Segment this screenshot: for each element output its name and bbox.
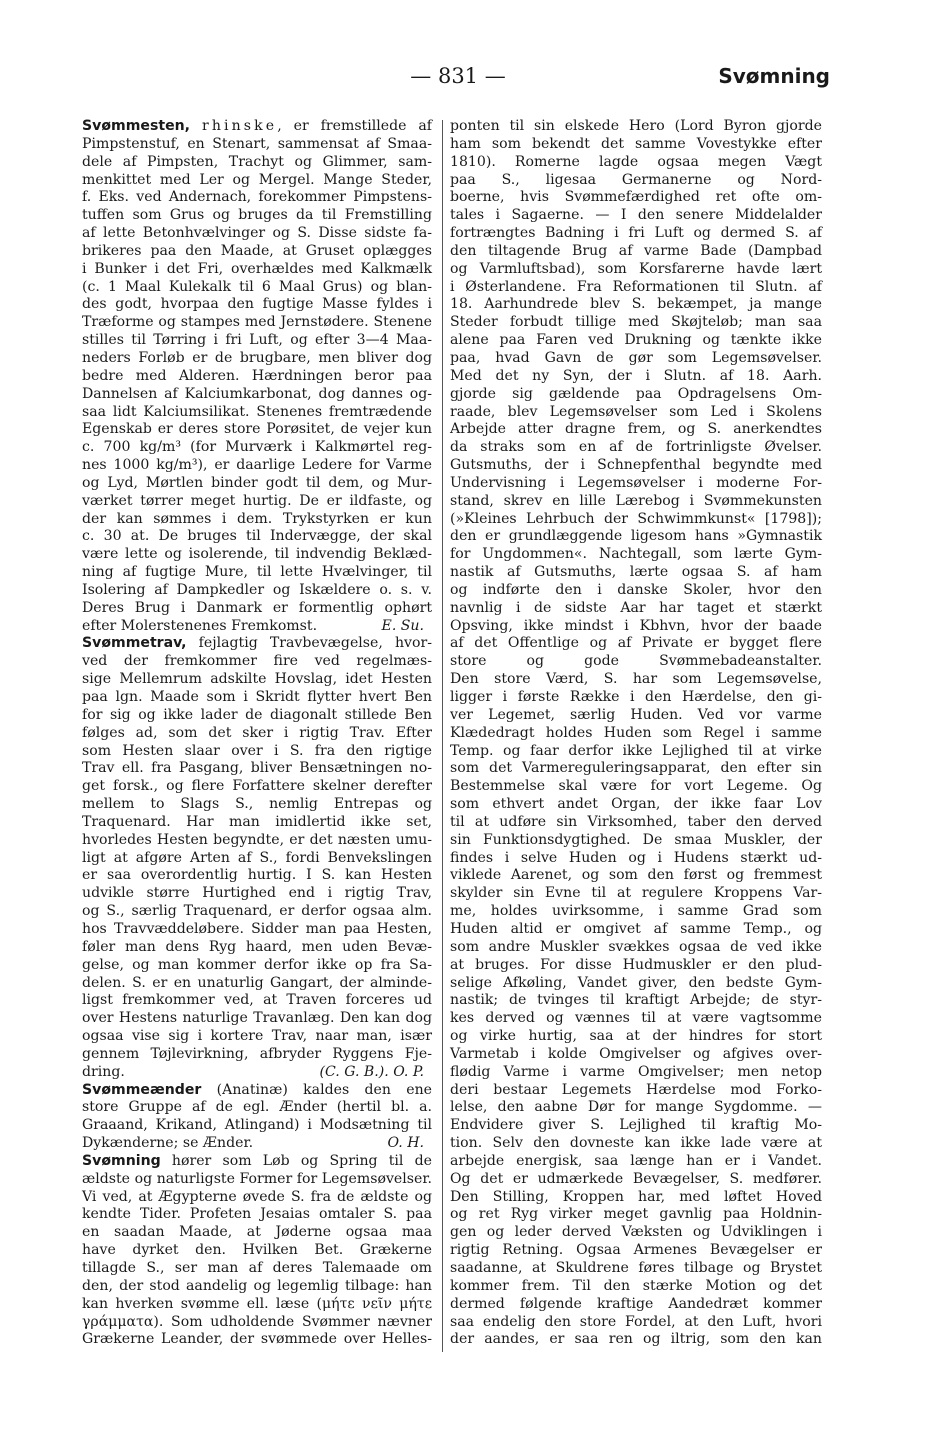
text-line: over Hestens naturlige Travanlæg. Den kan dog bbox=[82, 1010, 432, 1027]
text-line: fortrængtes Badning i fri Luft og dermed S. af bbox=[450, 225, 822, 242]
text-line: ponten til sin elskede Hero (Lord Byron gjorde bbox=[450, 118, 822, 134]
text-line: lelse, den aabne Dør for mange Sygdomme. — bbox=[450, 1099, 822, 1116]
text-line: c. 30 at. De bruges til Indervægge, der skal bbox=[82, 528, 432, 545]
text-line: rigtig Retning. Ogsaa Armenes Bevægelser er bbox=[450, 1242, 822, 1259]
text-line: viklede Aarenet, og som den først og fremmest bbox=[450, 867, 822, 884]
text-line: arbejde energisk, saa længe han er i Vandet. bbox=[450, 1152, 822, 1169]
left-column bbox=[82, 118, 432, 1349]
text-line: hos Travvæddeløbere. Sidder man paa Hesten, bbox=[82, 920, 432, 937]
author-signature: E. Su. bbox=[381, 617, 424, 634]
text-line: og indførte den i danske Skoler, hvor den bbox=[450, 581, 822, 598]
text-line: brikeres paa den Maade, at Gruset oplægges bbox=[82, 242, 432, 259]
text-line: den tiltagende Brug af varme Bade (Dampbad bbox=[450, 242, 822, 259]
text-line: Huden altid er omgivet af samme Temp., og bbox=[450, 920, 822, 937]
text-line: som ethvert andet Organ, der ikke faar Lov bbox=[450, 796, 822, 813]
text-line: den, der stod aandelig og legemlig tilbage: han bbox=[82, 1277, 432, 1294]
text-line: være lette og isolerende, til indvendig Beklæd- bbox=[82, 546, 432, 563]
running-title: Svømning bbox=[718, 64, 830, 88]
text-line: for Ungdommen«. Nachtegall, som lærte Gym- bbox=[450, 546, 822, 563]
text-line: nes 1000 kg/m³), er daarlige Ledere for Varme bbox=[82, 457, 432, 474]
entry-heading-line bbox=[82, 635, 432, 653]
text-line: er saa overordentlig hurtig. I S. kan Hesten bbox=[82, 867, 432, 884]
text-line: stilles til Tørring i fri Luft, og efter 3—4 Maa- bbox=[82, 332, 432, 349]
text-line: føler man dens Ryg haard, men uden Bevæ- bbox=[82, 938, 432, 955]
text-line: Dannelsen af Kalciumkarbonat, dog dannes og- bbox=[82, 385, 432, 402]
text-line: som det Varmereguleringsapparat, den efter sin bbox=[450, 760, 822, 777]
text-line: som Hesten slaar over i S. fra den rigtige bbox=[82, 742, 432, 759]
text-line: som andre Muskler svækkes ogsaa de ved ikke bbox=[450, 938, 822, 955]
text-line: boerne, hvis Svømmefærdighed ret ofte om- bbox=[450, 189, 822, 206]
text-line: stand, skrev en lille Lærebog i Svømmekunsten bbox=[450, 492, 822, 509]
text-line: tales i Sagaerne. — I den senere Middelalder bbox=[450, 207, 822, 224]
text-line: ogsaa vise sig i kortere Trav, naar man, især bbox=[82, 1028, 432, 1045]
text-line: udvikle større Hurtighed end i rigtig Trav, bbox=[82, 885, 432, 902]
text-line: ældste og naturligste Former for Legemsøvelser. bbox=[82, 1170, 432, 1187]
text-line: 18. Aarhundrede blev S. bekæmpet, ja mange bbox=[450, 296, 822, 313]
text-line: raade, blev Legemsøvelser som Led i Skolens bbox=[450, 403, 822, 420]
text-line: og ret Ryg virker meget gavnlig paa Holdnin- bbox=[450, 1206, 822, 1223]
text-line: Graaand, Krikand, Atlingand) i Modsætning til bbox=[82, 1117, 432, 1134]
text-line: og Varmluftsbad), som Korsfarerne havde lært bbox=[450, 260, 822, 277]
text-line: følges ad, som det sker i rigtig Trav. Efter bbox=[82, 724, 432, 741]
text-line: 1810). Romerne lagde ogsaa megen Vægt bbox=[450, 153, 822, 170]
text-line: Trav ell. fra Pasgang, bliver Bensætningen no- bbox=[82, 760, 432, 777]
text-line: Arbejde atter dragne frem, og S. anerkendtes bbox=[450, 421, 822, 438]
text-line: i Bunker i det Fri, overhældes med Kalkmælk bbox=[82, 260, 432, 277]
right-column bbox=[450, 118, 822, 1349]
text-line: saa endelig den store Fordel, at den Luft, hvori bbox=[450, 1313, 822, 1330]
text-line: have dyrket den. Hvilken Bet. Grækerne bbox=[82, 1242, 432, 1259]
text-line: af det Offentlige og af Private er bygget flere bbox=[450, 635, 822, 652]
signature-line bbox=[82, 1064, 432, 1082]
text-line: hvorledes Hesten begyndte, er det næsten umu- bbox=[82, 831, 432, 848]
text-line: tuffen som Grus og bruges da til Fremstilling bbox=[82, 207, 432, 224]
text-line: Temp. og faar derfor ikke Lejlighed til at virke bbox=[450, 742, 822, 759]
text-line: og Lyd, Mørtlen binder godt til dem, og Mur- bbox=[82, 474, 432, 491]
text-line: ligger i første Række i den Hærdelse, den gi- bbox=[450, 689, 822, 705]
text-line: nastik af Gutsmuths, lærte ogsaa S. af ham bbox=[450, 564, 822, 581]
text-line: Endvidere giver S. Lejlighed til kraftig Mo- bbox=[450, 1117, 822, 1134]
entry-text: (Anatinæ) kaldes den ene bbox=[201, 1081, 432, 1098]
entry-text: Dykænderne; se Ænder. bbox=[82, 1135, 254, 1152]
text-line: kommer frem. Til den stærke Motion og det bbox=[450, 1277, 822, 1294]
entry-text: dring. bbox=[82, 1063, 125, 1080]
text-line: f. Eks. ved Andernach, forekommer Pimpstens- bbox=[82, 189, 432, 206]
text-line: Steder forbudt tillige med Skøjteløb; man saa bbox=[450, 314, 822, 331]
text-line: (c. 1 Maal Kulekalk til 6 Maal Grus) og blan- bbox=[82, 278, 432, 295]
text-line: paa lgn. Maade som i Skridt flytter hvert Ben bbox=[82, 689, 432, 705]
text-line: kendte Tider. Profeten Jesaias omtaler S. paa bbox=[82, 1206, 432, 1223]
text-line: tion. Selv den dovneste kan ikke lade være at bbox=[450, 1135, 822, 1152]
text-line: saadanne, at Skuldrene føres tilbage og Brystet bbox=[450, 1260, 822, 1276]
text-line: nastik; de tvinges til kraftigt Arbejde; de styr- bbox=[450, 992, 822, 1009]
text-line: Isolering af Dampkedler og Iskældere o. s. v. bbox=[82, 581, 432, 598]
text-line: i Østerlandene. Fra Reformationen til Slutn. af bbox=[450, 278, 822, 295]
text-line: Den Stilling, Kroppen har, med løftet Hoved bbox=[450, 1188, 822, 1205]
text-line: (»Kleines Lehrbuch der Schwimmkunst« [1798]); bbox=[450, 510, 822, 527]
text-line: gjorde sig gældende paa Opdragelsens Om- bbox=[450, 385, 822, 402]
text-line: at bruges. For disse Hudmuskler er den plud- bbox=[450, 956, 822, 973]
page-number: — 831 — bbox=[410, 64, 506, 88]
text-line: findes i selve Huden og i Hudens stærkt ud- bbox=[450, 849, 822, 866]
text-line: saa lidt Kalciumsilikat. Stenenes fremtrædende bbox=[82, 403, 432, 420]
text-line: paa, hvad Gavn de gør som Legemsøvelser. bbox=[450, 349, 822, 366]
text-line: c. 700 kg/m³ (for Murværk i Kalkmørtel reg- bbox=[82, 439, 432, 456]
text-line: deri bestaar Legemets Hærdelse mod Forko- bbox=[450, 1081, 822, 1098]
text-line: delen. S. er en unaturlig Gangart, der alminde- bbox=[82, 974, 432, 991]
text-line: Grækerne Leander, der svømmede over Helles- bbox=[82, 1331, 432, 1348]
text-line: en saadan Maade, at Jøderne ogsaa maa bbox=[82, 1224, 432, 1241]
text-line: Med det ny Syn, der i Slutn. af 18. Aarh. bbox=[450, 367, 822, 384]
text-line: alene paa Faren ved Drukning og tænkte ikke bbox=[450, 332, 822, 349]
text-line: Opsving, ikke mindst i Kbhvn, hvor der baade bbox=[450, 617, 822, 634]
entry-lemma: Svømmetrav, bbox=[82, 635, 187, 652]
text-line: ligst fremkommer ved, at Traven forceres ud bbox=[82, 992, 432, 1009]
text-line: kes derved og vænnes til at være vagtsomme bbox=[450, 1010, 822, 1027]
text-line: der aandes, er saa ren og iltrig, som den kan bbox=[450, 1331, 822, 1348]
text-line: gelse, og man kommer derfor ikke op fra Sa- bbox=[82, 956, 432, 973]
entry-heading-line bbox=[82, 1153, 432, 1171]
text-line: og virke hurtig, saa at der hindres for stort bbox=[450, 1028, 822, 1045]
text-line: skylder sin Evne til at regulere Kroppens Var- bbox=[450, 885, 822, 902]
text-line: Pimpstenstuf, en Stenart, sammensat af Smaa- bbox=[82, 135, 432, 152]
text-line: γράμματα). Som udholdende Svømmer nævner bbox=[82, 1313, 432, 1330]
text-line: Traquenard. Har man imidlertid ikke set, bbox=[82, 813, 432, 830]
text-line: og S., særlig Traquenard, er derfor ogsaa alm. bbox=[82, 903, 432, 920]
author-signature: O. H. bbox=[387, 1135, 424, 1152]
text-line: menkittet med Ler og Mergel. Mange Steder, bbox=[82, 171, 432, 188]
text-line: navnlig i de sidste Aar har taget et stærkt bbox=[450, 599, 822, 616]
text-line: Og det er udmærkede Bevægelser, S. medfører. bbox=[450, 1170, 822, 1187]
text-line: ved der fremkommer fire ved regelmæs- bbox=[82, 653, 432, 670]
text-line: Varmetab i kolde Omgivelser og afgives over- bbox=[450, 1045, 822, 1062]
text-line: Undervisning i Legemsøvelser i moderne For- bbox=[450, 474, 822, 491]
text-line: ning af fugtige Mure, til lette Hvælvinger, til bbox=[82, 564, 432, 581]
text-line: bedre med Alderen. Hærdningen beror paa bbox=[82, 367, 432, 384]
entry-heading-line bbox=[82, 1082, 432, 1100]
text-line: selige Afkøling, Vandet giver, den bedste Gym- bbox=[450, 974, 822, 991]
author-signature: (C. G. B.). O. P. bbox=[319, 1063, 424, 1080]
text-line: Bestemmelse skal være for vort Legeme. Og bbox=[450, 778, 822, 795]
text-line: kan hverken svømme ell. læse (μήτε νεῖν μήτε bbox=[82, 1295, 432, 1312]
text-line: Klædedragt holdes Huden som Regel i samme bbox=[450, 724, 822, 741]
signature-line bbox=[82, 1135, 432, 1153]
text-line: da straks som en af de fortrinligste Øvelser. bbox=[450, 439, 822, 456]
text-line: mellem to Slags S., nemlig Entrepas og bbox=[82, 796, 432, 813]
text-line: Træforme og stampes med Jernstødere. Stenene bbox=[82, 314, 432, 331]
entry-lemma: Svømmeænder bbox=[82, 1081, 202, 1098]
text-line: ham som bekendt det samme Vovestykke efter bbox=[450, 135, 822, 152]
spaced-word: rhinske bbox=[201, 118, 278, 134]
text-line: gennem Tøjlevirkning, afbryder Ryggens Fje- bbox=[82, 1045, 432, 1062]
entry-text: efter Molerstenenes Fremkomst. bbox=[82, 617, 318, 634]
text-line: tillagde S., ser man af deres Talemaade om bbox=[82, 1260, 432, 1276]
entry-text: hører som Løb og Spring til de bbox=[160, 1152, 432, 1169]
text-line: dele af Pimpsten, Trachyt og Glimmer, sam- bbox=[82, 153, 432, 170]
text-line: Egenskab er deres store Porøsitet, de vejer kun bbox=[82, 421, 432, 438]
text-line: Vi ved, at Ægypterne øvede S. fra de ældste og bbox=[82, 1188, 432, 1205]
text-line: dermed følgende kraftige Aandedræt kommer bbox=[450, 1295, 822, 1312]
entry-lemma: Svømning bbox=[82, 1152, 161, 1169]
text-line: af lette Betonhvælvinger og S. Disse sidste fa- bbox=[82, 225, 432, 242]
text-line: sige Mellemrum adskilte Hovslag, idet Hesten bbox=[82, 671, 432, 688]
text-line: flødig Varme i varme Omgivelser; men netop bbox=[450, 1063, 822, 1080]
page-header bbox=[86, 64, 830, 94]
entry-text: fejlagtig Travbevægelse, hvor- bbox=[186, 635, 432, 652]
text-line: den er grundlæggende ligesom hans »Gymnastik bbox=[450, 528, 822, 545]
entry-text: , er fremstillede af bbox=[277, 118, 432, 134]
column-divider bbox=[442, 120, 443, 1352]
text-line: ver Legemet, særlig Huden. Ved vor varme bbox=[450, 706, 822, 723]
text-line: Deres Brug i Danmark er formentlig ophørt bbox=[82, 599, 432, 616]
text-line: store Gruppe af de egl. Ænder (hertil bl. a. bbox=[82, 1099, 432, 1116]
signature-line bbox=[82, 618, 432, 636]
text-line: store og gode Svømmebadeanstalter. bbox=[450, 653, 822, 670]
text-line: for sig og ikke lader de diagonalt stillede Ben bbox=[82, 706, 432, 723]
text-line: Gutsmuths, der i Schnepfenthal begyndte med bbox=[450, 457, 822, 474]
text-line: get forsk., og flere Forfattere skelner derefter bbox=[82, 778, 432, 795]
text-line: ligt at afgøre Arten af S., fordi Benvekslingen bbox=[82, 849, 432, 866]
entry-heading-line bbox=[82, 118, 432, 136]
text-line: gen og leder derved Væksten og Udviklingen i bbox=[450, 1224, 822, 1241]
text-line: des godt, hvorpaa den fugtige Masse fyldes i bbox=[82, 296, 432, 313]
text-line: me, holdes uvirksomme, i samme Grad som bbox=[450, 903, 822, 920]
text-line: Den store Værd, S. har som Legemsøvelse, bbox=[450, 671, 822, 688]
text-line: sin Funktionsdygtighed. De smaa Muskler, der bbox=[450, 831, 822, 848]
entry-lemma: Svømmesten, bbox=[82, 118, 191, 134]
text-line: til at udføre sin Virksomhed, taber den derved bbox=[450, 813, 822, 830]
text-line: neders Forløb er de brugbare, men bliver dog bbox=[82, 349, 432, 366]
text-line: paa S., ligesaa Germanerne og Nord- bbox=[450, 171, 822, 188]
text-line: der kan sømmes i dem. Trykstyrken er kun bbox=[82, 510, 432, 527]
text-line: værket tørrer meget hurtig. De er ildfaste, og bbox=[82, 492, 432, 509]
